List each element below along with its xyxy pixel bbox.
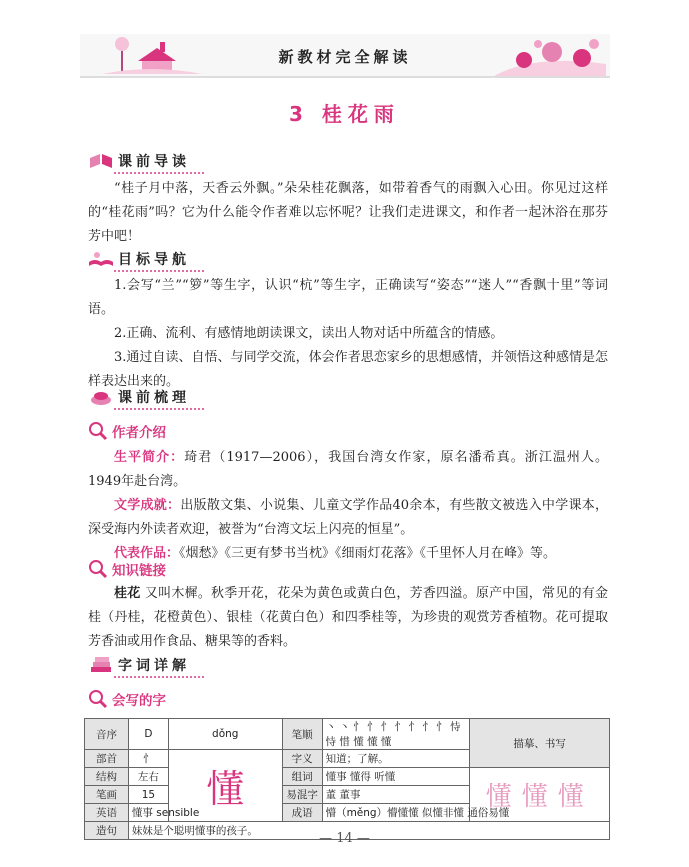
practice-label: 描摹、书写: [470, 719, 610, 768]
bishun-value: 丶 丶 忄 忄 忄 忄 忄 忄 忄 恃 恃 惜 懂 懂 懂: [322, 719, 470, 750]
bihua-label: 笔画: [85, 786, 129, 804]
big-character: 懂: [168, 750, 282, 822]
yingyu-label: 英语: [85, 804, 129, 822]
cup-icon: [88, 388, 114, 406]
yinxu-label: 音序: [85, 719, 129, 750]
dotted-underline: [114, 172, 204, 174]
floral-decoration: [494, 34, 606, 76]
achieve-label: 文学成就：: [114, 498, 181, 513]
section-review-label: 课前梳理: [118, 390, 190, 406]
knowledge-text: 又叫木樨。秋季开花，花朵为黄色或黄白色，芳香四溢。原产中国，常见的有金桂（丹桂，花橙黄色）、银桂（花黄白色）和四季桂等，为珍贵的观赏芳香植物。花可提取芳香油或用作食品、糖果等的香料。: [88, 586, 608, 649]
zuci-label: 组词: [282, 768, 322, 786]
bishun-label: 笔顺: [282, 719, 322, 750]
achieve-text: 出版散文集、小说集、儿童文学作品40余本，有些散文被选入中学课本，深受海内外读者欢迎，被誉为“台湾文坛上闪亮的恒星”。: [88, 498, 608, 537]
zuci-value: 懂事 懂得 听懂: [322, 768, 470, 786]
section-words: [88, 654, 190, 676]
section-goals-label: 目标导航: [118, 252, 190, 268]
dotted-underline: [114, 270, 204, 272]
yinxu-value: D: [128, 719, 168, 750]
ziyi-label: 字义: [282, 750, 322, 768]
section-words-label: 字词详解: [118, 658, 190, 674]
character-table: [84, 718, 610, 840]
chengyu-label: 成语: [282, 804, 322, 822]
zaoju-label: 造句: [85, 822, 129, 840]
goal-item: 2.正确、流利、有感情地朗读课文，读出人物对话中所蕴含的情感。: [114, 326, 504, 341]
subsection-author-label: 作者介绍: [112, 425, 166, 441]
subsection-write-label: 会写的字: [112, 693, 166, 709]
section-preview-label: 课前导读: [118, 154, 190, 170]
works-text: 《烟愁》《三更有梦书当枕》《细雨灯花落》《千里怀人月在峰》等。: [179, 546, 557, 561]
bushou-value: 忄: [128, 750, 168, 768]
goals-list: [88, 274, 608, 394]
magnifier-icon: [88, 421, 108, 441]
knowledge-paragraph: [88, 582, 608, 654]
goal-item: 1.会写“兰”“箩”等生字，认识“杭”等生字，正确读写“姿态”“迷人”“香飘十里”等词语。: [88, 278, 608, 317]
page-number: — 14 —: [319, 831, 370, 846]
jiegou-value: 左右: [128, 768, 168, 786]
yihunzi-label: 易混字: [282, 786, 322, 804]
bio-label: 生平简介：: [114, 450, 185, 465]
subsection-knowledge: [88, 558, 166, 580]
ziyi-value: 知道；了解。: [322, 750, 470, 768]
subsection-author: [88, 420, 166, 442]
lesson-title: 3 桂花雨: [289, 102, 400, 126]
practice-characters: 懂懂懂: [470, 768, 610, 822]
dotted-underline: [114, 676, 204, 678]
zaoju-value: 妹妹是个聪明懂事的孩子。: [128, 822, 609, 840]
yingyu-value: 懂事 sensible: [128, 804, 234, 822]
bihua-value: 15: [128, 786, 168, 804]
bio-text: 琦君（1917—2006），我国台湾女作家，原名潘希真。浙江温州人。1949年赴台湾。: [88, 450, 608, 489]
running-header: [80, 34, 610, 78]
section-review: [88, 386, 190, 408]
works-label: 代表作品：: [114, 546, 180, 561]
pinyin: dǒng: [168, 719, 282, 750]
books-icon: [88, 656, 114, 674]
chengyu-value: 懵（měng）懵懂懂 似懂非懂 通俗易懂: [322, 804, 609, 822]
open-book-icon: [88, 250, 114, 268]
header-title: 新教材完全解读: [278, 48, 412, 66]
author-paragraph: [88, 446, 608, 566]
preview-text: “桂子月中落，天香云外飘。”朵朵桂花飘落，如带着香气的雨飘入心田。你见过这样的“桂花雨”吗？它为什么能令作者难以忘怀呢？让我们走进课文，和作者一起沐浴在那芬芳中吧！: [88, 181, 608, 244]
yihunzi-value: 董 董事: [322, 786, 470, 804]
jiegou-label: 结构: [85, 768, 129, 786]
book-icon: [88, 152, 114, 170]
section-preview: [88, 150, 190, 172]
magnifier-icon: [88, 559, 108, 579]
subsection-write: [88, 688, 166, 710]
goal-item: 3.通过自读、自悟、与同学交流，体会作者思恋家乡的思想感情，并领悟这种感情是怎样表达出来的。: [88, 350, 608, 389]
preview-paragraph: [88, 177, 608, 249]
knowledge-term: 桂花: [114, 586, 141, 601]
bushou-label: 部首: [85, 750, 129, 768]
magnifier-icon: [88, 689, 108, 709]
dotted-underline: [114, 408, 204, 410]
section-goals: [88, 248, 190, 270]
subsection-knowledge-label: 知识链接: [112, 563, 166, 579]
